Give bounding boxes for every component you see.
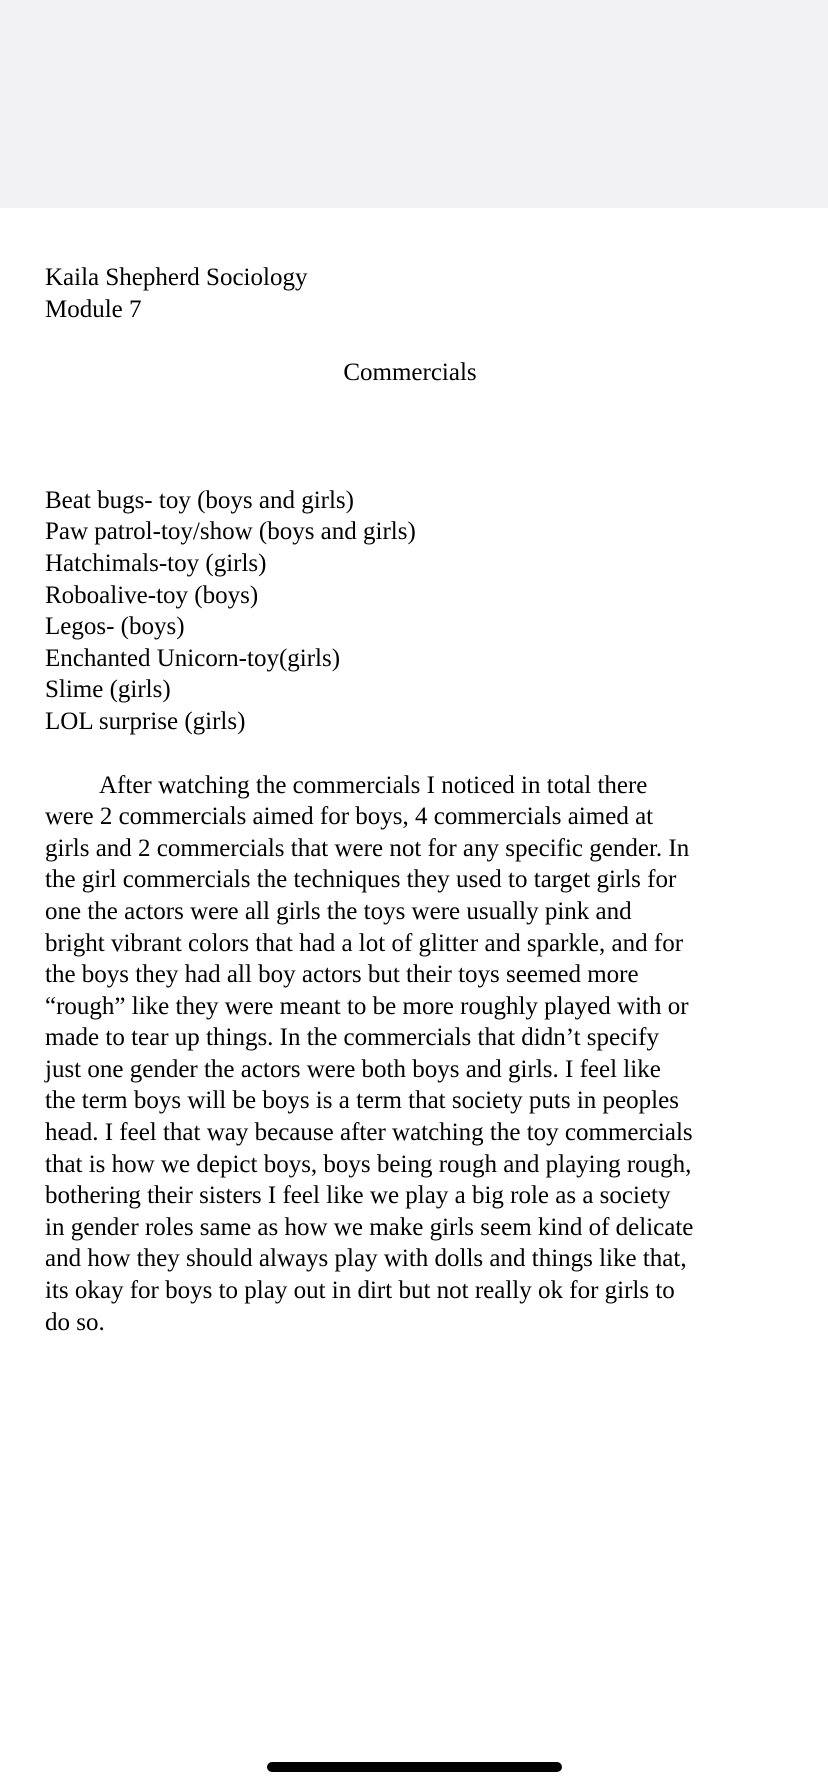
list-item: Paw patrol-toy/show (boys and girls)	[45, 518, 416, 546]
essay-line: bright vibrant colors that had a lot of glitter and sparkle, and for	[45, 929, 684, 957]
list-item: Hatchimals-toy (girls)	[45, 549, 267, 577]
essay-line: its okay for boys to play out in dirt but not really ok for girls to	[45, 1277, 675, 1305]
essay-line: and how they should always play with dolls and things like that,	[45, 1245, 687, 1273]
list-item: LOL surprise (girls)	[45, 707, 246, 735]
essay-line: that is how we depict boys, boys being rough and playing rough,	[45, 1150, 692, 1178]
list-item: Legos- (boys)	[45, 613, 185, 641]
essay-line: girls and 2 commercials that were not for any specific gender. In	[45, 834, 690, 862]
essay-line: do so.	[45, 1308, 105, 1336]
list-item: Roboalive-toy (boys)	[45, 581, 259, 609]
essay-line: were 2 commercials aimed for boys, 4 commercials aimed at	[45, 803, 654, 831]
list-item: Enchanted Unicorn-toy(girls)	[45, 644, 341, 672]
essay-line: one the actors were all girls the toys were usually pink and	[45, 897, 632, 925]
top-toolbar-area	[0, 0, 828, 208]
commercials-list	[45, 485, 755, 738]
module-line: Module 7	[45, 295, 142, 323]
home-indicator[interactable]	[267, 1762, 562, 1772]
author-line: Kaila Shepherd Sociology	[45, 264, 308, 291]
essay-line: bothering their sisters I feel like we play a big role as a society	[45, 1182, 671, 1210]
essay-line: the boys they had all boy actors but their toys seemed more	[45, 961, 639, 989]
list-item: Slime (girls)	[45, 676, 171, 704]
essay-line: just one gender the actors were both boys and girls. I feel like	[45, 1055, 661, 1083]
essay-line: the girl commercials the techniques they used to target girls for	[45, 866, 677, 894]
essay-line: in gender roles same as how we make girls seem kind of delicate	[45, 1213, 694, 1241]
essay-line: made to tear up things. In the commercials that didn’t specify	[45, 1024, 659, 1052]
essay-line: “rough” like they were meant to be more roughly played with or	[45, 992, 689, 1020]
essay-line: After watching the commercials I noticed in total there	[99, 771, 648, 799]
document-page[interactable]	[45, 262, 755, 1338]
essay-line: head. I feel that way because after watching the toy commercials	[45, 1119, 693, 1147]
list-item: Beat bugs- toy (boys and girls)	[45, 486, 354, 514]
essay-paragraph	[45, 770, 755, 1339]
essay-line: the term boys will be boys is a term that society puts in peoples	[45, 1087, 679, 1115]
document-title: Commercials	[343, 359, 477, 387]
